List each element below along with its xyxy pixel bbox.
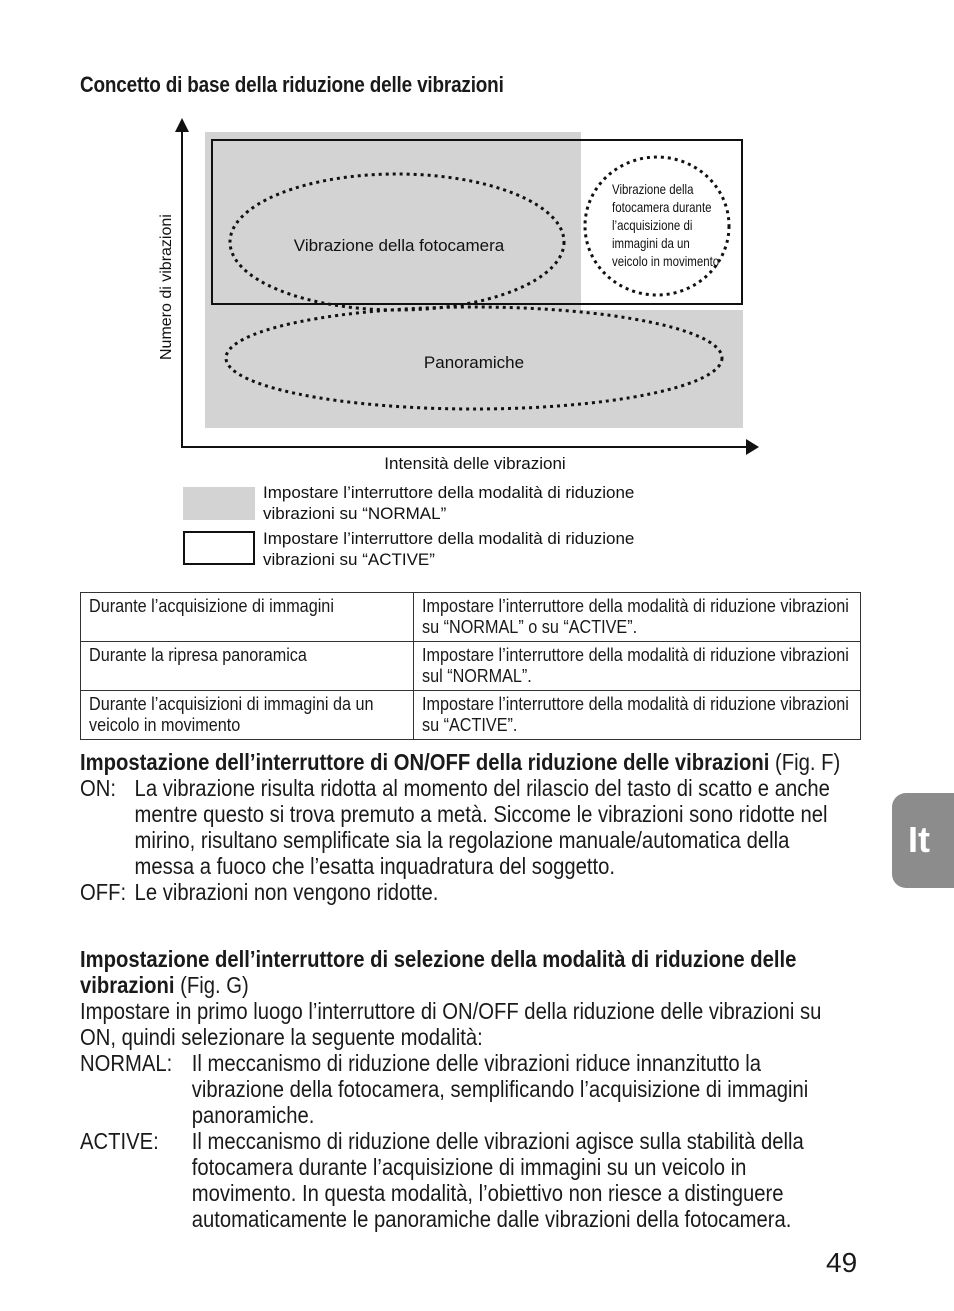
- term-active: ACTIVE:: [80, 1128, 159, 1154]
- table-row: [81, 593, 861, 642]
- section-heading-basic-concept: Concetto di base della riduzione delle vibrazioni: [80, 72, 504, 97]
- section-mode: [80, 946, 854, 1232]
- settings-table: [80, 592, 861, 740]
- label-vehicle-line-3: l’acquisizione di: [612, 216, 693, 234]
- legend-normal-line-1: Impostare l’interruttore della modalità di riduzione: [263, 483, 635, 502]
- term-normal: NORMAL:: [80, 1050, 173, 1076]
- table-cell-situation: [81, 642, 414, 691]
- section-onoff-title-text: Impostazione dell’interruttore di ON/OFF della riduzione delle vibrazioni: [80, 749, 770, 775]
- definition-off: [80, 879, 854, 905]
- fig-reference: (Fig. F): [774, 749, 841, 775]
- desc-off: Le vibrazioni non vengono ridotte.: [134, 879, 439, 905]
- definition-active: [80, 1128, 854, 1232]
- desc-normal: Il meccanismo di riduzione delle vibrazioni riduce innanzitutto la vibrazione della fotocamera, semplificando l’acquisizione di immagini panoramiche.: [191, 1050, 809, 1128]
- label-camera-shake: Vibrazione della fotocamera: [293, 236, 505, 255]
- table-cell-setting: [414, 642, 861, 691]
- y-axis-arrow: [175, 118, 189, 132]
- table-cell-setting: [414, 593, 861, 642]
- section-onoff: [80, 749, 854, 905]
- legend-active-line-2: vibrazioni su “ACTIVE”: [263, 550, 435, 569]
- legend-active-line-1: Impostare l’interruttore della modalità di riduzione: [263, 529, 635, 548]
- table-row: [81, 642, 861, 691]
- definition-on: [80, 775, 854, 879]
- legend-normal-line-2: vibrazioni su “NORMAL”: [263, 504, 447, 523]
- fig-reference: (Fig. G): [180, 972, 249, 998]
- table-cell-situation: [81, 691, 414, 740]
- cell-text: Impostare l’interruttore della modalità di riduzione vibrazioni sul “NORMAL”.: [422, 645, 849, 686]
- desc-active: Il meccanismo di riduzione delle vibrazioni agisce sulla stabilità della fotocamera durante l’acquisizione di immagini su un veicolo in movimento. In questa modalità, l’obiettivo non riesce a distinguere automaticamente le panoramiche dalle vibrazioni della fotocamera.: [191, 1128, 804, 1232]
- term-off: OFF:: [80, 879, 127, 905]
- section-mode-title: [80, 946, 854, 998]
- language-tab: [892, 793, 954, 888]
- cell-text: Durante l’acquisizione di immagini: [89, 596, 334, 616]
- table-row: [81, 691, 861, 740]
- page-number: 49: [826, 1247, 858, 1278]
- cell-text: Impostare l’interruttore della modalità di riduzione vibrazioni su “NORMAL” o su “ACTIVE”.: [422, 596, 849, 637]
- cell-text: Durante l’acquisizioni di immagini da un veicolo in movimento: [89, 694, 374, 735]
- table-cell-situation: [81, 593, 414, 642]
- vibration-reduction-diagram: [140, 112, 780, 576]
- language-tab-label: It: [908, 819, 930, 860]
- cell-text: Impostare l’interruttore della modalità di riduzione vibrazioni su “ACTIVE”.: [422, 694, 849, 735]
- y-axis-label: Numero di vibrazioni: [158, 214, 175, 360]
- table-cell-setting: [414, 691, 861, 740]
- label-vehicle-line-2: fotocamera durante: [612, 198, 712, 216]
- cell-text: Durante la ripresa panoramica: [89, 645, 307, 665]
- legend-normal-swatch: [183, 487, 255, 520]
- section-mode-intro: Impostare in primo luogo l’interruttore di ON/OFF della riduzione delle vibrazioni su ON, quindi selezionare la seguente modalità:: [80, 998, 822, 1050]
- label-vehicle-line-5: veicolo in movimento: [612, 252, 720, 270]
- section-onoff-title: [80, 749, 854, 775]
- x-axis-arrow: [746, 439, 759, 455]
- label-vehicle-line-4: immagini da un: [612, 234, 690, 252]
- legend-active-swatch: [184, 532, 254, 564]
- definition-normal: [80, 1050, 854, 1128]
- term-on: ON:: [80, 775, 116, 801]
- section-mode-title-text: Impostazione dell’interruttore di selezione della modalità di riduzione delle vibrazioni: [80, 946, 797, 998]
- x-axis-label: Intensità delle vibrazioni: [384, 454, 566, 473]
- label-panning: Panoramiche: [423, 353, 525, 372]
- desc-on: La vibrazione risulta ridotta al momento del rilascio del tasto di scatto e anche mentre questo si trova premuto a metà. Siccome le vibrazioni sono ridotte nel mirino, risultano semplificate sia la regolazione manuale/automatica della messa a fuoco che l’esatta inquadratura del soggetto.: [134, 775, 830, 879]
- label-vehicle-line-1: Vibrazione della: [612, 180, 694, 198]
